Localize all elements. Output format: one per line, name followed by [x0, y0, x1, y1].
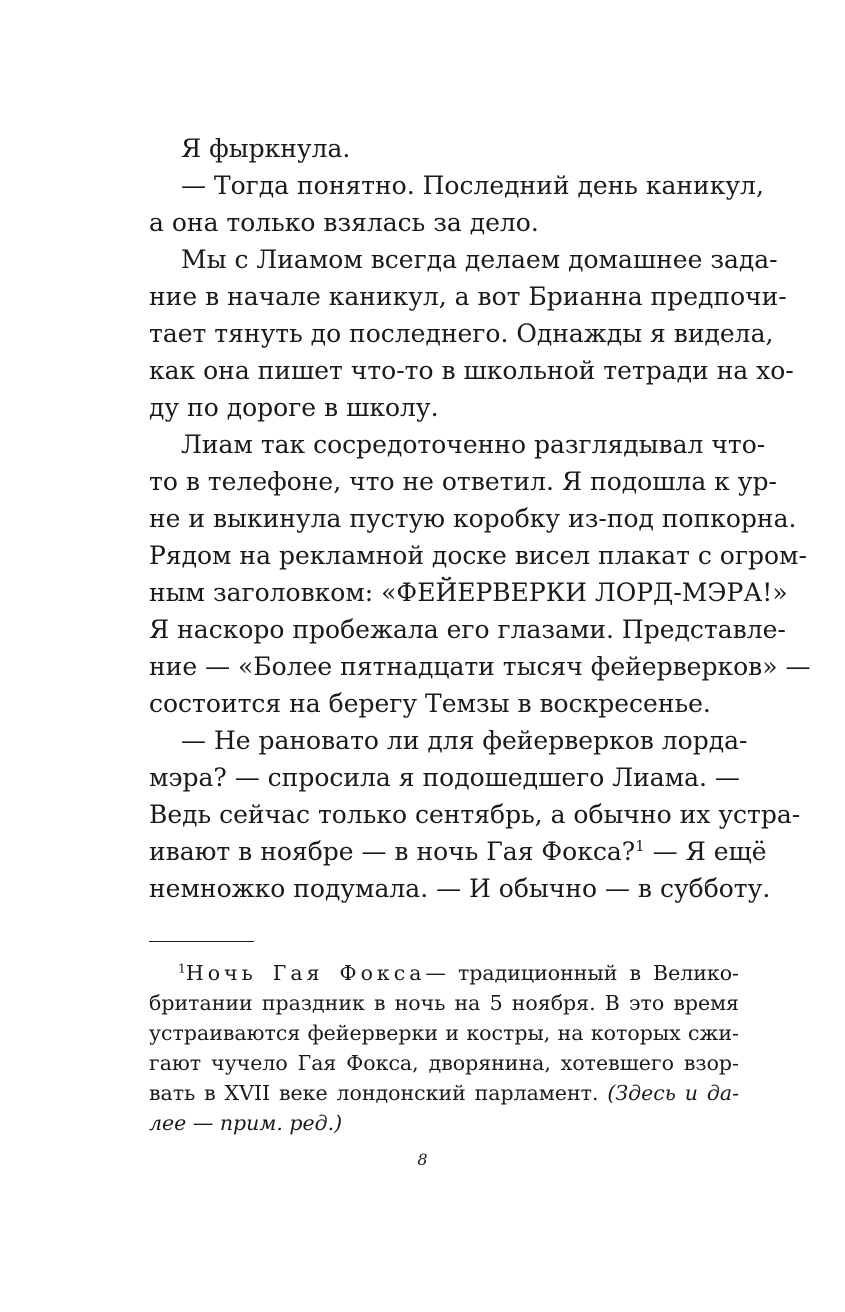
text-line: тает тянуть до последнего. Однажды я видела,: [149, 319, 774, 348]
text-line-part: — Я ещё: [644, 837, 767, 866]
footnote-text: — традиционный в Велико-: [425, 961, 739, 985]
text-line: [149, 833, 767, 870]
text-line: немножко подумала. — И обычно — в субботу.: [149, 874, 771, 903]
text-line: состоится на берегу Темзы в воскресенье.: [149, 689, 711, 718]
text-line: Ведь сейчас только сентябрь, а обычно их устра-: [149, 800, 801, 829]
text-line: мэра? — спросила я подошедшего Лиама. —: [149, 763, 740, 792]
footnote-line: лее — прим. ред.): [149, 1111, 343, 1135]
text-line: ние — «Более пятнадцати тысяч фейерверков» —: [149, 652, 811, 681]
footnote-line: гают чучело Гая Фокса, дворянина, хотевшего взор-: [149, 1051, 739, 1075]
footnote-editor-note: (Здесь и да-: [607, 1081, 739, 1105]
text-line: Мы с Лиамом всегда делаем домашнее зада-: [181, 245, 778, 274]
text-line: Я фыркнула.: [181, 134, 351, 163]
text-line: ду по дороге в школу.: [149, 393, 439, 422]
footnote-line: устраиваются фейерверки и костры, на которых сжи-: [149, 1021, 739, 1045]
footnote-term: Ночь Гая Фокса: [185, 961, 426, 985]
footnote-divider: [149, 941, 254, 942]
text-line: не и выкинула пустую коробку из-под попкорна.: [149, 504, 797, 533]
footnote-line: [149, 1078, 739, 1108]
text-line: ным заголовком: «ФЕЙЕРВЕРКИ ЛОРД-МЭРА!»: [149, 578, 788, 607]
text-line: ние в начале каникул, а вот Брианна предпочи-: [149, 282, 787, 311]
page-number: 8: [417, 1150, 428, 1169]
footnote-marker: 1: [178, 961, 186, 976]
text-line: Я наскоро пробежала его глазами. Представле-: [149, 615, 786, 644]
text-line: — Не рановато ли для фейерверков лорда-: [181, 726, 748, 755]
footnote-reference[interactable]: 1: [635, 837, 645, 855]
text-line: а она только взялась за дело.: [149, 208, 539, 237]
footnote-text: вать в XVII веке лондонский парламент.: [149, 1081, 608, 1105]
footnote-line: [178, 958, 739, 988]
text-line-part: ивают в ноябре — в ночь Гая Фокса?: [149, 837, 636, 866]
text-line: — Тогда понятно. Последний день каникул,: [181, 171, 764, 200]
text-line: как она пишет что-то в школьной тетради на хо-: [149, 356, 794, 385]
text-line: то в телефоне, что не ответил. Я подошла к ур-: [149, 467, 777, 496]
text-line: Лиам так сосредоточенно разглядывал что-: [181, 430, 766, 459]
text-line: Рядом на рекламной доске висел плакат с огром-: [149, 541, 807, 570]
footnote-line: британии праздник в ночь на 5 ноября. В это время: [149, 991, 739, 1015]
